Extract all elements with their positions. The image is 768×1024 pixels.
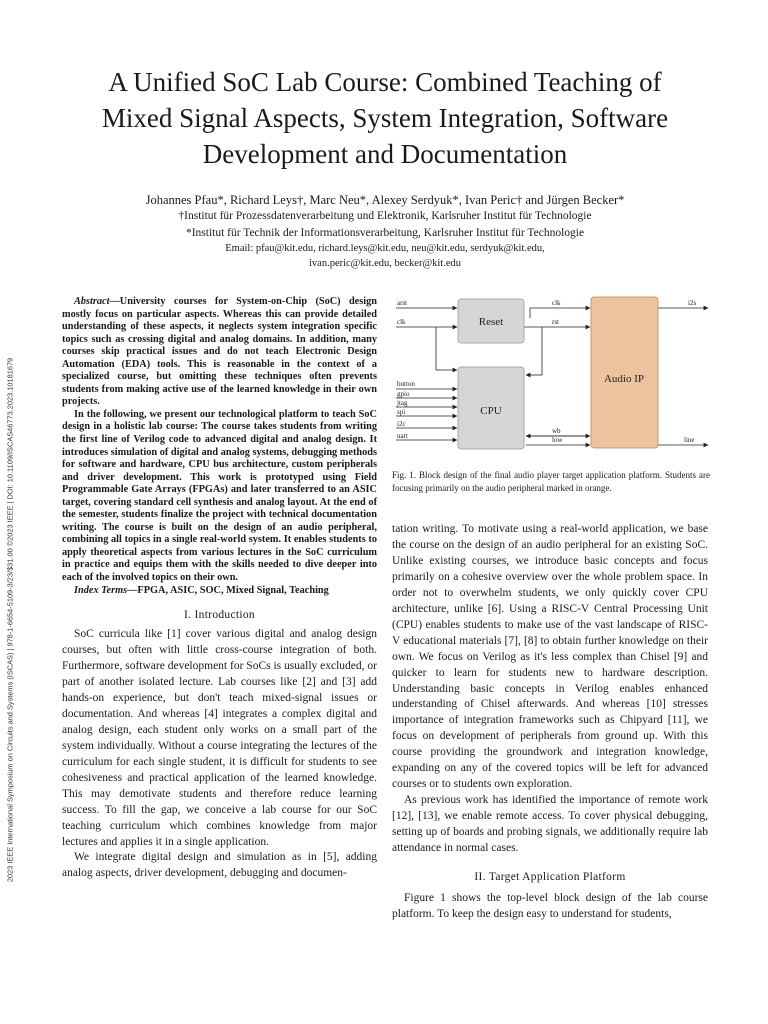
paper-title [40,64,730,172]
signal-rst: rst [552,318,559,326]
right-paragraph-1: tation writing. To motivate using a real-world application, we base the course on the design of an audio peripheral for an existing SoC. Unlike existing courses, we introduce basic concepts and focus primarily on a cohesive overview over the whole problem space. In order not to overwhelm students, we only quickly cover CPU architecture, unlike [6]. Using a RISC-V Central Processing Unit (CPU) enables students to make use of the vast landscape of RISC-V educational materials [7], [8] to obtain further knowledge on their own. We focus on Verilog as it's less complex than Chisel [9] and quicker to learn for students new to hardware description. Understanding basic concepts in Verilog enables enhanced understanding of Chisel afterwards. And whereas [10] stresses importance of integration frameworks such as Chipyard [11], we focus on development of peripherals from ground up. With this course providing the groundwork and integration knowledge, expanding on any of the covered topics will be left for advanced courses or to students own exploration. [392,523,708,791]
intro-paragraph-2: We integrate digital design and simulation as in [5], adding analog aspects, driver development, debugging and documen- [62,851,377,880]
affiliation-1: †Institut für Prozessdatenverarbeitung und Elektronik, Karlsruher Institut für Technologie [178,210,592,222]
right-paragraph-3: Figure 1 shows the top-level block design of the lab course platform. To keep the design easy to understand for students, [392,892,708,920]
title-line-2: Mixed Signal Aspects, System Integration, Software [101,103,669,133]
signal-i2c: i2c [397,420,406,428]
right-column [392,522,708,923]
email-line-1: Email: pfau@kit.edu, richard.leys@kit.edu, neu@kit.edu, serdyuk@kit.edu, [225,243,545,254]
section-heading-target-platform: II. Target Application Platform [474,871,626,884]
title-line-3: Development and Documentation [202,139,568,169]
abstract-paragraph-2: In the following, we present our technological platform to teach SoC design in a holistic lab course: The course takes students from writing the first line of Verilog code to advanced digital and analog design. It introduces simulation of digital and analog systems, debugging methods for software and hardware, CPU bus architecture, custom peripherals and driver development. This work is prototyped using Field Programmable Gate Arrays (FPGAs) and later transferred to an ASIC target, covering standard cell synthesis and analog layout. At the end of the semester, students finalize the project with technical documentation writing. The course is built on the design of an audio peripheral, combining all topics in a single real-world system. It enables students to apply theoretical aspects from various lectures in the SoC curriculum in practice and equips them with the skills needed to dive deeper into each of the involved topics on their own. [62,408,377,584]
signal-arst: arst [397,299,408,307]
right-paragraph-2: As previous work has identified the importance of remote work [12], [13], we enable remote access. To cover physical debugging, setting up of boards and probing signals, we additionally require lab attendance in normal cases. [392,794,708,855]
signal-jtag: jtag [397,399,408,407]
signal-i2s: i2s [688,299,697,307]
signal-clk-left: clk [397,318,406,326]
reset-block-label: Reset [478,316,504,328]
signal-clk-top: clk [552,299,561,307]
left-column [62,296,377,882]
cpu-block-label: CPU [480,405,502,417]
index-terms-body: —FPGA, ASIC, SOC, Mixed Signal, Teaching [127,584,329,596]
email-line-2: ivan.peric@kit.edu, becker@kit.edu [309,258,461,269]
signal-line: line [684,436,695,444]
audio-ip-block-label: Audio IP [603,373,645,385]
signal-button: button [397,380,415,388]
signal-low: low [552,436,563,444]
affiliation-2: *Institut für Technik der Informationsverarbeitung, Karlsruher Institut für Technologie [185,227,585,239]
signal-wb: wb [552,427,561,435]
abstract [62,296,377,409]
author-list: Johannes Pfau*, Richard Leys†, Marc Neu*, Alexey Serdyuk*, Ivan Peric† and Jürgen Becker* [145,193,625,207]
signal-spi: spi [397,408,406,416]
figure-caption: Fig. 1. Block design of the final audio player target application platform. Students are focusing primarily on the audio peripheral marked in orange. [392,470,710,493]
block-diagram-figure [392,290,710,450]
index-terms [62,585,377,598]
title-line-1: A Unified SoC Lab Course: Combined Teaching of [108,67,662,97]
signal-uart: uart [397,432,408,440]
intro-paragraph-1: SoC curricula like [1] cover various digital and analog design courses, but often with little cross-course integration of both. Furthermore, software development for SoCs is usually excluded, or part of another isolated lecture. Lab courses like [2] and [3] add hands-on experience, but don't teach mixed-signal issues or documentation. And whereas [4] integrates a complex digital and analog design, each student only works on a small part of the system individually. Without a course integrating the lectures of the curriculum for each single student, it is difficult for students to see cohesiveness and practical application of the learned knowledge. This may demotivate students and therefore reduce learning success. To fill the gap, we conceive a lab course for our SoC teaching curriculum which combines knowledge from major lectures and applies it in a single application. [62,628,377,848]
sidebar-doi-text: 2023 IEEE International Symposium on Circuits and Systems (ISCAS) | 978-1-6654-5109-3/23/$31.00 ©2023 IEEE | DOI: 10.1109/ISCAS46773.2023.10181679 [5,357,15,883]
abstract-label: Abstract [74,296,110,307]
signal-gpio: gpio [397,390,410,398]
section-heading-introduction: I. Introduction [184,609,255,622]
sidebar-doi [3,290,17,950]
index-terms-label: Index Terms [74,584,128,596]
abstract-body: —University courses for System-on-Chip (SoC) design mostly focus on particular aspects. Whereas this can provide detailed understanding of these aspects, it neglects system integration specific topics such as crossing digital and analog domains. In addition, many courses skip practical issues and do not teach Electronic Design Automation (EDA) tools. This is reasonable in the context of a specialized course, but omitting these techniques often prevents students from making active use of the learned knowledge in their own projects. [62,296,377,408]
